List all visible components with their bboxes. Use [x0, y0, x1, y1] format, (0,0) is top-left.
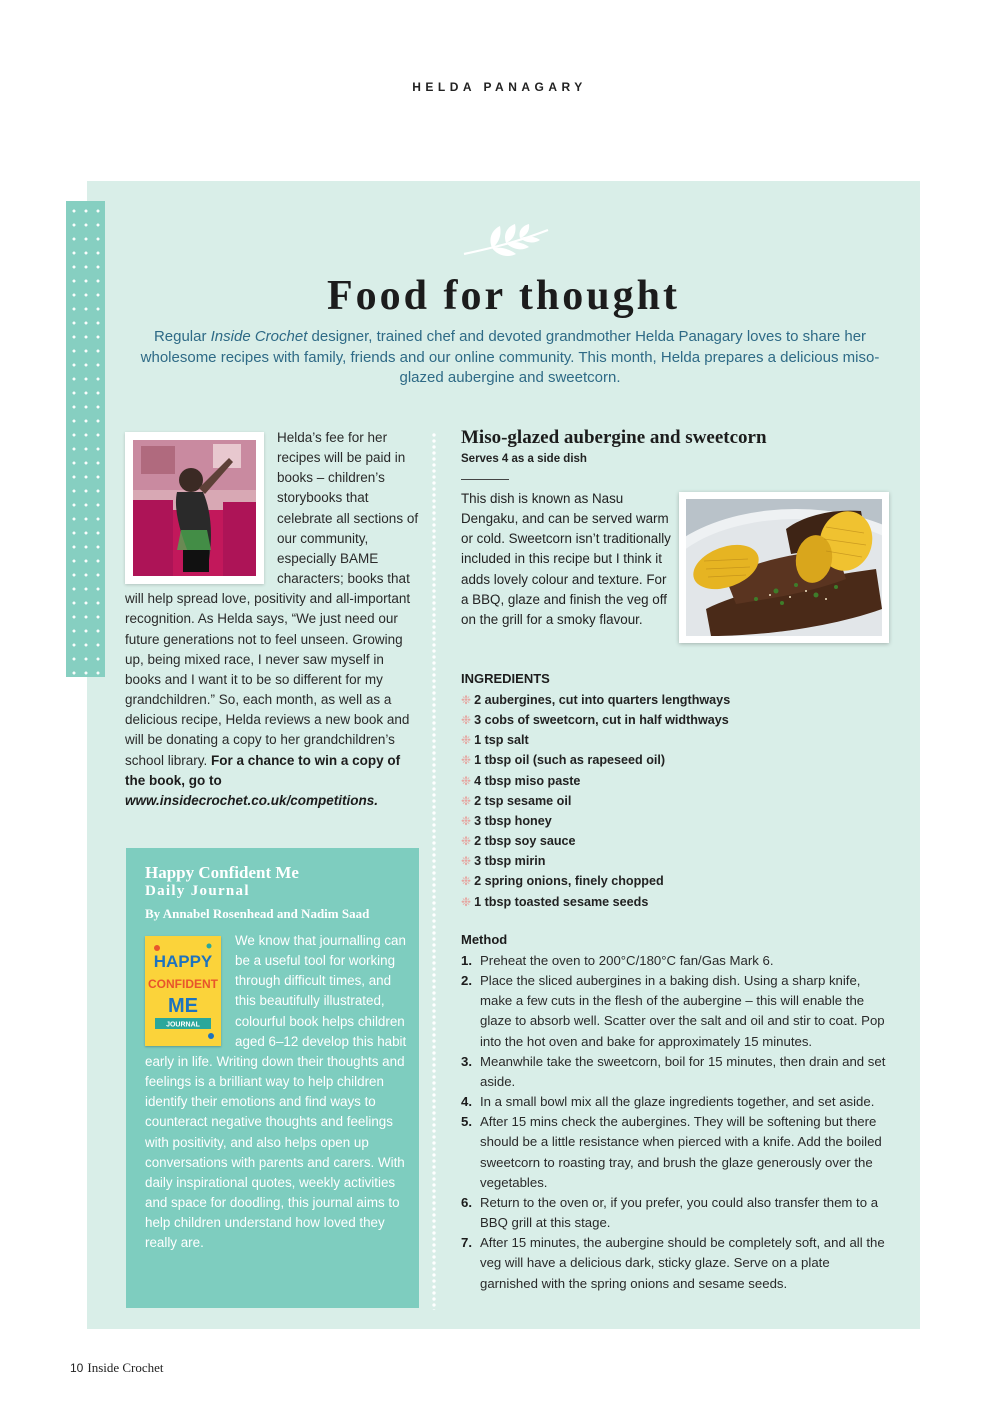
method-step: [461, 1112, 891, 1193]
book-review-box: [126, 848, 419, 1308]
ingredient-text: 1 tsp salt: [474, 733, 529, 748]
flower-bullet-icon: ❉: [461, 894, 472, 909]
method-step: [461, 951, 891, 971]
flower-bullet-icon: ❉: [461, 834, 472, 849]
divider-rule: [461, 479, 509, 480]
ingredient-item: [461, 892, 730, 912]
ingredient-item: [461, 831, 730, 851]
ingredient-text: 2 spring onions, finely chopped: [474, 874, 664, 889]
intro-standfirst: [140, 327, 880, 389]
book-subtitle: Daily Journal: [145, 883, 250, 899]
ingredient-text: 2 tbsp soy sauce: [474, 834, 576, 849]
step-text: Return to the oven or, if you prefer, you could also transfer them to a BBQ grill at this stage.: [480, 1194, 879, 1231]
ingredients-list: [461, 690, 730, 912]
book-title: Happy Confident Me: [145, 863, 299, 882]
step-text: Meanwhile take the sweetcorn, boil for 15 minutes, then drain and set aside.: [480, 1053, 886, 1089]
step-text: After 15 mins check the aubergines. They will be softening but there should be a little resistance when pierced with a knife. Add the boiled sweetcorn to roasting tray, and brush the glaze generously over the vegetables.: [480, 1114, 882, 1190]
footer-magazine-name: Inside Crochet: [87, 1360, 164, 1375]
step-number: 2.: [461, 973, 472, 989]
method-heading: Method: [461, 932, 508, 947]
competition-cta-prefix: For a chance to win a copy of the book, go to: [125, 752, 401, 788]
recipe-intro: This dish is known as Nasu Dengaku, and can be served warm or cold. Sweetcorn isn’t traditionally included in this recipe but I think it adds lovely colour and texture. For a BBQ, glaze and finish the veg off on the grill for a smoky flavour.: [461, 491, 671, 627]
page-title: Food for thought: [327, 273, 680, 319]
recipe-serves: Serves 4 as a side dish: [461, 453, 587, 465]
ingredient-item: [461, 690, 730, 710]
ingredient-item: [461, 771, 730, 791]
ingredient-item: [461, 710, 730, 730]
flower-bullet-icon: ❉: [461, 733, 472, 748]
ingredient-text: 3 tbsp mirin: [474, 854, 546, 869]
step-number: 6.: [461, 1194, 472, 1210]
cover-title-line-2: CONFIDENT: [148, 977, 218, 991]
flower-bullet-icon: ❉: [461, 713, 472, 728]
dish-photo: [686, 499, 882, 636]
method-step: [461, 1193, 891, 1233]
competition-link[interactable]: www.insidecrochet.co.uk/competitions.: [125, 792, 379, 808]
ingredient-text: 4 tbsp miso paste: [474, 773, 581, 788]
step-text: In a small bowl mix all the glaze ingredients together, and set aside.: [480, 1094, 875, 1110]
page-footer: [70, 1360, 164, 1376]
method-step: [461, 1052, 891, 1092]
flower-bullet-icon: ❉: [461, 854, 472, 869]
step-number: 3.: [461, 1053, 472, 1069]
ingredient-text: 3 cobs of sweetcorn, cut in half widthways: [474, 713, 729, 728]
method-step: [461, 1233, 891, 1293]
step-number: 1.: [461, 953, 472, 968]
intro-magazine-name: Inside Crochet: [210, 328, 308, 345]
step-text: After 15 minutes, the aubergine should be completely soft, and all the veg will have a delicious dark, sticky glaze. Serve on a plate garnished with the spring onions and sesame seeds.: [480, 1235, 885, 1291]
method-steps: [461, 951, 891, 1294]
page-number: 10: [70, 1361, 84, 1375]
intro-part2: designer, trained chef and devoted grandmother Helda Panagary loves to share her wholesome recipes with family, friends and our online community. This month, Helda prepares a delicious miso-glazed aubergine and sweetcorn.: [140, 328, 880, 386]
dish-photo-frame: [679, 492, 889, 643]
method-step: [461, 971, 891, 1052]
step-text: Place the sliced aubergines in a baking dish. Using a sharp knife, make a few cuts in the flesh of the aubergine – this will enable the glaze to absorb well. Scatter over the salt and oil and stir to coat. Pop into the hot oven and bake for approximately 15 minutes.: [480, 973, 885, 1049]
flower-bullet-icon: ❉: [461, 693, 472, 707]
book-byline: By Annabel Rosenhead and Nadim Saad: [145, 906, 370, 921]
flower-bullet-icon: ❉: [461, 813, 472, 828]
cover-title-line-3: ME: [168, 995, 198, 1017]
flower-bullet-icon: ❉: [461, 874, 472, 889]
ingredient-text: 1 tbsp oil (such as rapeseed oil): [474, 753, 666, 768]
intro-part1: Regular: [153, 328, 211, 345]
running-head: HELDA PANAGARY: [412, 80, 587, 94]
book-review-body: We know that journalling can be a useful tool for working through difficult times, and this beautifully illustrated, colourful book helps children aged 6–12 develop this habit early in life. Writing down their thoughts and feelings is a brilliant way to help children identify their emotions and find ways to counteract negative thoughts and feelings with positivity, and also helps open up conversations with parents and carers. With daily inspirational quotes, weekly activities and space for doodling, this journal aims to help children understand how loved they really are.: [145, 933, 407, 1251]
ingredient-item: [461, 871, 730, 891]
step-number: 7.: [461, 1235, 472, 1251]
ingredient-item: [461, 791, 730, 811]
ingredient-item: [461, 811, 730, 831]
flower-bullet-icon: ❉: [461, 773, 472, 788]
bio-body: Helda’s fee for her recipes will be paid in books – children’s storybooks that celebrate all sections of our community, especially BAME characters; books that will help spread love, positivity and all-important recognition. As Helda says, “We just need our future generations not to feel unseen. Growing up, being mixed race, I never saw myself in books and I want it to be so different for my grandchildren.” So, each month, as well as a delicious recipe, Helda reviews a new book and will be donating a copy to her grandchildren’s school library.: [125, 430, 419, 768]
step-number: 4.: [461, 1094, 472, 1110]
step-number: 5.: [461, 1114, 472, 1130]
flower-bullet-icon: ❉: [461, 753, 472, 768]
ingredient-item: [461, 750, 730, 770]
ingredient-item: [461, 730, 730, 750]
ingredient-item: [461, 851, 730, 871]
leaf-icon: [462, 222, 552, 262]
step-text: Preheat the oven to 200°C/180°C fan/Gas Mark 6.: [480, 953, 774, 968]
ingredient-text: 1 tbsp toasted sesame seeds: [474, 894, 649, 909]
column-divider: [430, 432, 438, 1310]
bio-text: [125, 428, 419, 811]
cover-title-line-1: HAPPY: [153, 952, 213, 971]
cover-banner: JOURNAL: [166, 1021, 200, 1029]
ingredient-text: 2 aubergines, cut into quarters lengthways: [474, 693, 731, 707]
book-cover-image: [145, 936, 221, 1046]
method-step: [461, 1092, 891, 1112]
ingredient-text: 3 tbsp honey: [474, 813, 552, 828]
portrait-wrap-space: [125, 428, 277, 588]
ingredient-text: 2 tsp sesame oil: [474, 793, 572, 808]
recipe-title: Miso-glazed aubergine and sweetcorn: [461, 427, 767, 448]
ingredients-heading: INGREDIENTS: [461, 671, 550, 686]
flower-bullet-icon: ❉: [461, 793, 472, 808]
